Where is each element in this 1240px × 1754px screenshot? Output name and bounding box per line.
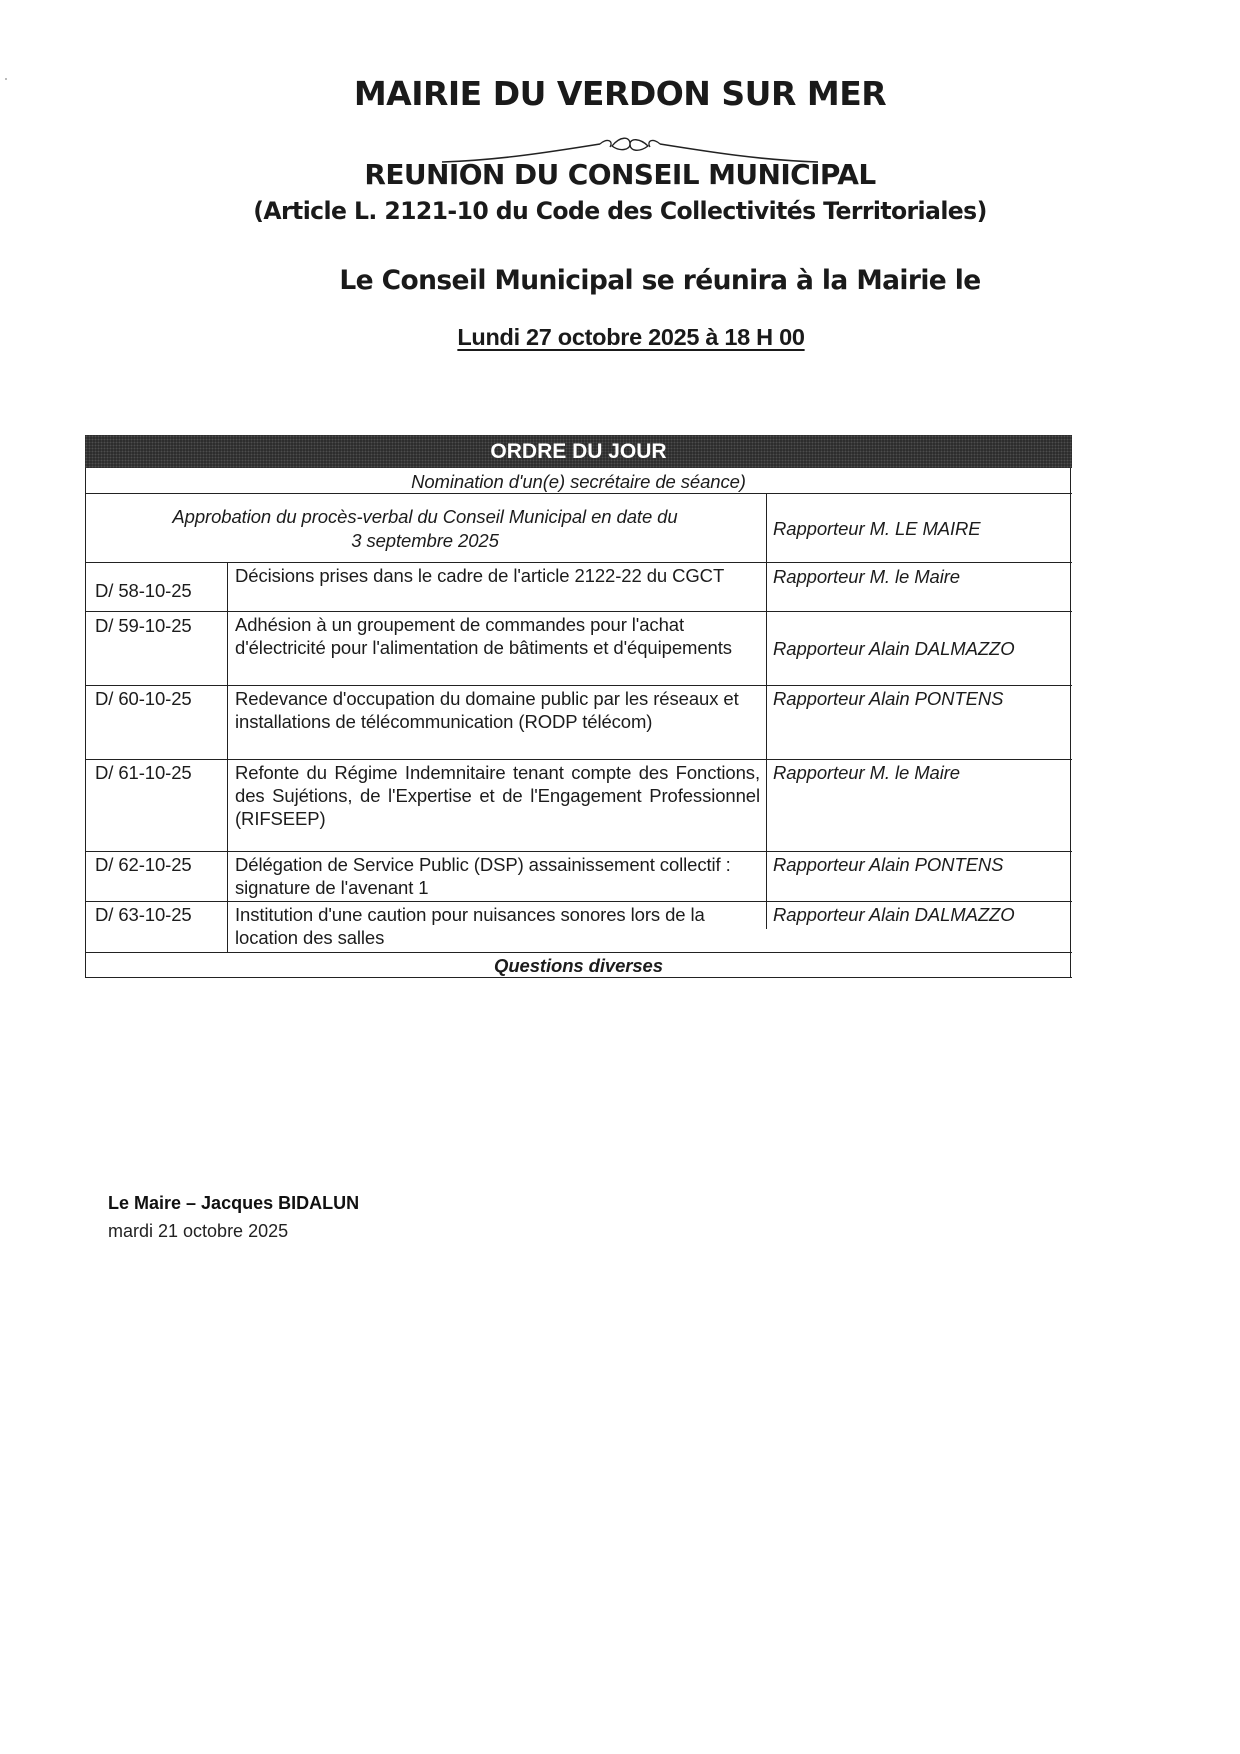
- item-ref: D/ 62-10-25: [95, 854, 192, 875]
- item-ref: D/ 61-10-25: [95, 762, 192, 783]
- table-border-bottom: [85, 977, 1072, 978]
- item-rapporteur: Rapporteur Alain PONTENS: [773, 688, 1004, 709]
- row-divider: [85, 759, 1072, 760]
- closing-row: Questions diverses: [494, 955, 663, 976]
- item-subject: Décisions prises dans le cadre de l'article 2122-22 du CGCT: [235, 565, 725, 586]
- item-subject: Redevance d'occupation du domaine public par les réseaux et installations de télécommunication (RODP télécom): [235, 688, 739, 732]
- row-divider: [85, 952, 1072, 953]
- legal-reference: (Article L. 2121-10 du Code des Collectivités Territoriales): [253, 197, 987, 225]
- signature-date: mardi 21 octobre 2025: [108, 1221, 289, 1241]
- agenda-title: ORDRE DU JOUR: [85, 435, 1072, 468]
- convening-line: Le Conseil Municipal se réunira à la Mairie le: [339, 265, 981, 296]
- approval-rapporteur: Rapporteur M. LE MAIRE: [773, 518, 981, 539]
- row-divider: [85, 562, 1072, 563]
- meeting-datetime: Lundi 27 octobre 2025 à 18 H 00: [457, 324, 805, 350]
- item-subject: Institution d'une caution pour nuisances sonores lors de la location des salles: [235, 904, 705, 948]
- item-subject: Refonte du Régime Indemnitaire tenant compte des Fonctions, des Sujétions, de l'Expertise et de l'Engagement Professionnel (RIFSEEP): [235, 762, 760, 829]
- signatory: Le Maire – Jacques BIDALUN: [108, 1193, 360, 1213]
- organization-title: MAIRIE DU VERDON SUR MER: [353, 74, 887, 113]
- item-rapporteur: Rapporteur M. le Maire: [773, 566, 960, 587]
- item-ref: D/ 59-10-25: [95, 615, 192, 636]
- item-subject: Délégation de Service Public (DSP) assainissement collectif : signature de l'avenant 1: [235, 854, 731, 898]
- row-divider: [85, 611, 1072, 612]
- nomination-row: Nomination d'un(e) secrétaire de séance): [411, 471, 746, 492]
- item-ref: D/ 60-10-25: [95, 688, 192, 709]
- row-divider: [85, 685, 1072, 686]
- row-divider: [85, 493, 1072, 494]
- item-rapporteur: Rapporteur Alain DALMAZZO: [773, 904, 1015, 925]
- item-ref: D/ 58-10-25: [95, 580, 192, 601]
- item-ref: D/ 63-10-25: [95, 904, 192, 925]
- row-divider: [85, 901, 1072, 902]
- item-rapporteur: Rapporteur Alain DALMAZZO: [773, 638, 1015, 659]
- row-divider: [85, 851, 1072, 852]
- approval-text-line1: Approbation du procès-verbal du Conseil Municipal en date du: [172, 506, 678, 527]
- item-rapporteur: Rapporteur M. le Maire: [773, 762, 960, 783]
- meeting-title: REUNION DU CONSEIL MUNICIPAL: [364, 158, 876, 191]
- column-divider-ref: [227, 562, 228, 952]
- column-divider-rapporteur: [766, 493, 767, 929]
- item-rapporteur: Rapporteur Alain PONTENS: [773, 854, 1004, 875]
- approval-text-line2: 3 septembre 2025: [351, 530, 499, 551]
- item-subject: Adhésion à un groupement de commandes pour l'achat d'électricité pour l'alimentation de bâtiments et d'équipements: [235, 614, 732, 658]
